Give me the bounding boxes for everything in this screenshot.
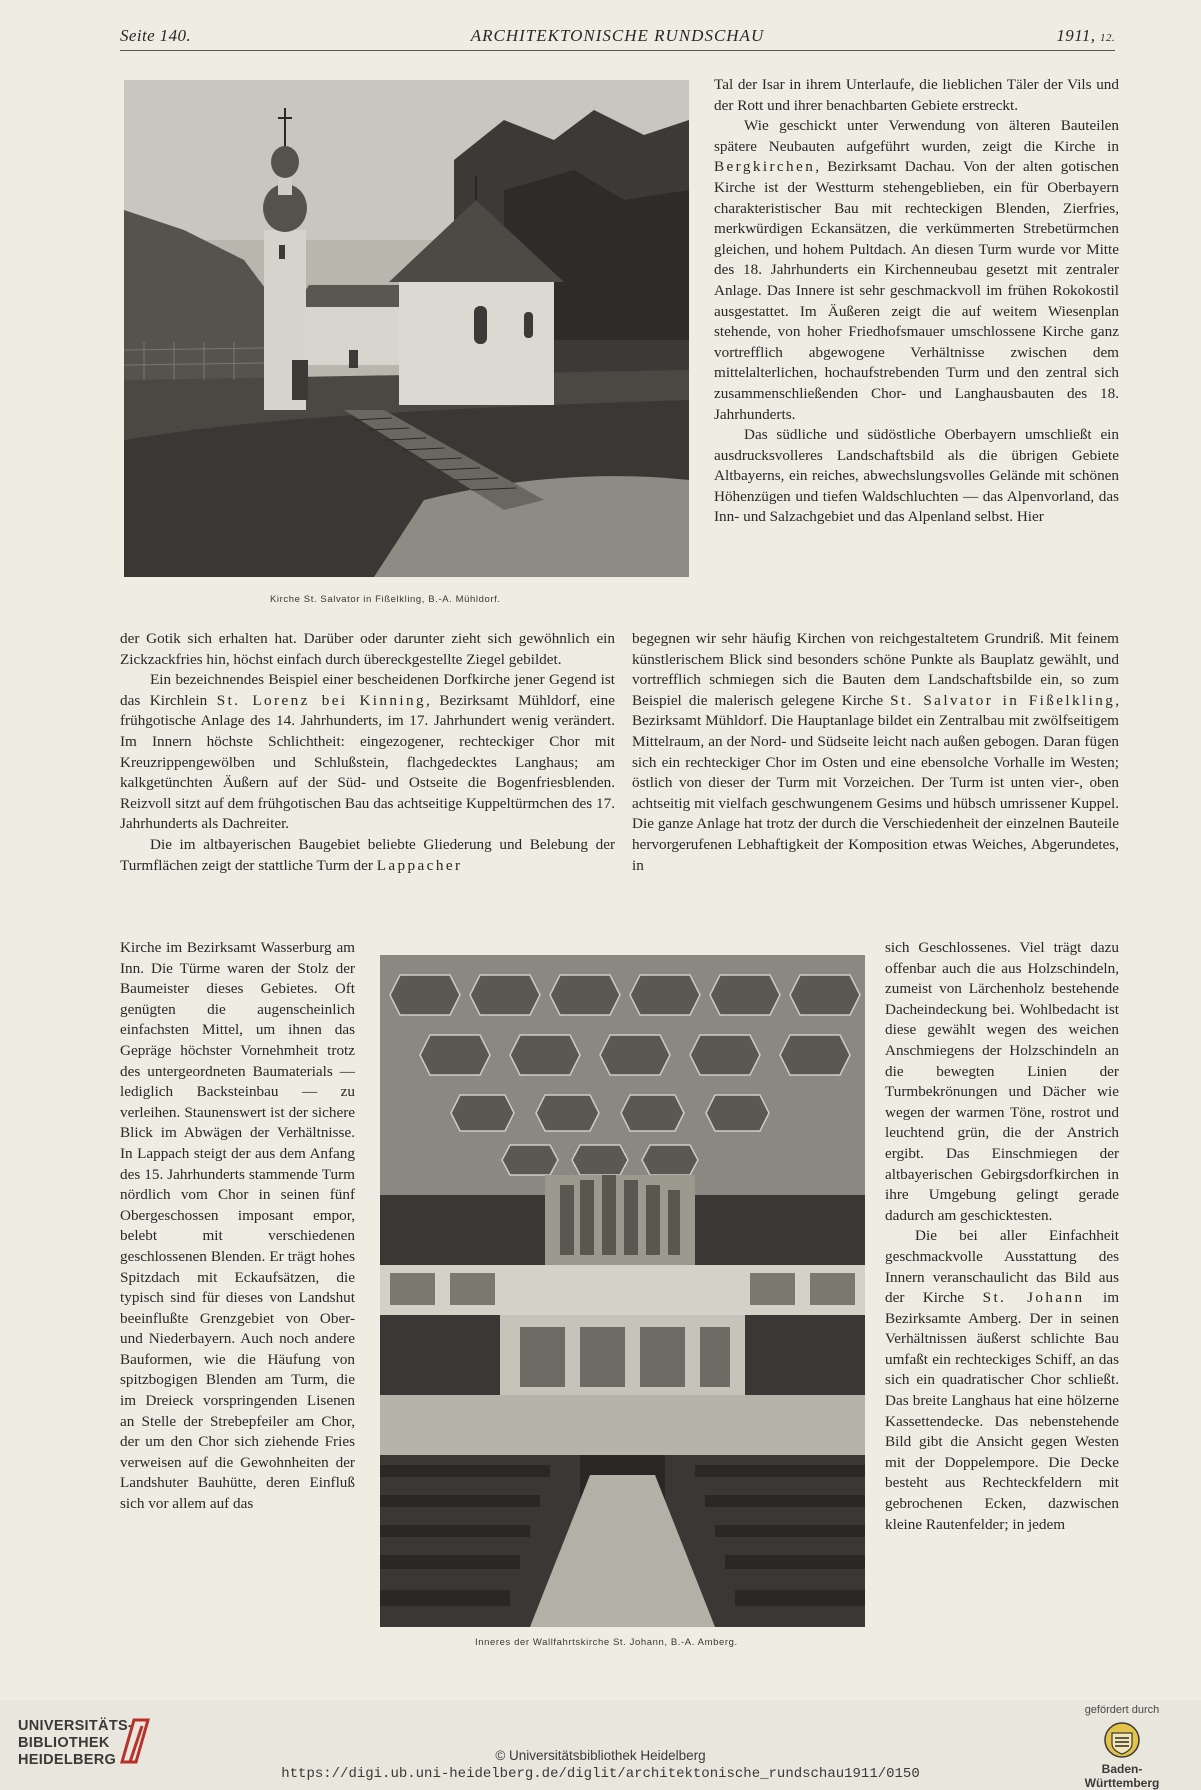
running-header — [120, 26, 1115, 52]
issue-number: 12. — [1100, 32, 1115, 44]
issue-year — [1056, 26, 1115, 46]
left-column-bottom-text — [120, 938, 355, 1515]
library-name-line2: BIBLIOTHEK — [18, 1735, 110, 1751]
library-name-line1: UNIVERSITÄTS- — [18, 1718, 134, 1734]
paragraph: Kirche im Bezirksamt Wasserburg am Inn. Die Türme waren der Stolz der Baumeister dieses Gebietes. Oft genügten die augenscheinlich einfachsten Mittel, um ihnen das Gepräge höchster Vornehmheit trotz des untergeordneten Baumaterials — lediglich Backsteinbau — zu verleihen. Staunenswert ist der sichere Blick im Abwägen der Verhältnisse. In Lappach steigt der aus dem Anfang des 15. Jahrhunderts stammende Turm nördlich vom Chor in seinen fünf Obergeschossen imposant empor, belebt mit verschiedenen geschlossenen Blenden. Er trägt hohes Spitzdach mit Eckaufsätzen, die typisch sind für dieses von Landshut beeinflußte Grenzgebiet von Ober- und Niederbayern. Auch noch andere Bauformen, wie die Häufung von spitzbogigen Blenden am Turm, die im Dreieck vorspringenden Lisenen an Stelle der Strebepfeiler am Chor, der um den Chor sich ziehende Fries verweisen auf die Gewohnheiten der Landshuter Bauhütte, deren Einfluß sich vor allem auf das — [120, 939, 355, 1513]
text-run: , Bezirksamt Mühldorf, eine frühgotische Anlage des 14. Jahrhunderts, im 17. Jahrhundert wenig verändert. Im Innern höchste Schlichtheit: eingezogener, rechteckiger Chor mit Kreuzrippengewölben und Schlußstein, flachgedecktes Langhaus; am kalkgetünchten Äußern auf der Süd- und Ostseite die Bogenfriesblenden. Reizvoll sitzt auf dem frühgotischen Bau das achtseitige Kuppeltürmchen des 17. Jahrhunderts als Dachreiter. — [120, 691, 615, 833]
place-name: Bergkirchen — [714, 158, 816, 176]
right-column-mid-text — [632, 629, 1119, 876]
text-run: , Bezirksamt Mühldorf. Die Hauptanlage bildet ein Zentralbau mit zwölfseitigem Mittelraum, an der Nord- und Südseite leicht nach außen gebogen. Daran fügen sich ein rechteckiger Chor im Osten und eine ebensolche Vorhalle im Westen; östlich von dieser der Turm mit Vorzeichen. Der Turm ist unten vier-, oben achtseitig mit vielfach geschwungenem Gesims und hübsch umrissener Kuppel. Die ganze Anlage hat trotz der durch die Verschiedenheit der einzelnen Bauteile hervorgerufenen Lebhaftigkeit der Komposition etwas Weiches, Abgerundetes, in — [632, 691, 1120, 874]
left-column-mid-text — [120, 629, 615, 876]
permalink-url[interactable]: https://digi.ub.uni-heidelberg.de/diglit/architektonische_rundschau1911/0150 — [281, 1766, 920, 1782]
exterior-caption: Kirche St. Salvator in Fißelkling, B.-A. Mühldorf. — [270, 594, 501, 605]
paragraph: Das südliche und südöstliche Oberbayern umschließt ein ausdrucksvolleres Landschaftsbild als die übrigen Gebiete Altbayerns, ein reiches, abwechslungsvolles Gelände mit schönen Höhenzügen und tiefen Waldschluchten — das Alpenvorland, das Inn- und Salzachgebiet und das Alpenland selbst. Hier — [714, 426, 1119, 526]
header-rule — [120, 50, 1115, 51]
funding-credit — [1067, 1704, 1177, 1790]
text-run: Ein bezeichnendes Beispiel einer bescheidenen Dorfkirche jener Gegend ist das Kirchlein — [120, 671, 615, 709]
paragraph — [714, 116, 1119, 425]
copyright-notice: © Universitätsbibliothek Heidelberg — [495, 1748, 706, 1763]
interior-caption: Inneres der Wallfahrtskirche St. Johann, B.-A. Amberg. — [475, 1637, 738, 1648]
issue-year-main: 1911, — [1056, 26, 1096, 45]
paragraph — [885, 1226, 1119, 1535]
church-exterior-photo — [124, 80, 689, 577]
journal-title: ARCHITEKTONISCHE RUNDSCHAU — [470, 26, 765, 45]
paragraph: Tal der Isar in ihrem Unterlaufe, die lieblichen Täler der Vils und der Rott und ihrer benachbarten Gebiete erstreckt. — [714, 76, 1119, 114]
place-name: St. Johann — [982, 1289, 1085, 1307]
paragraph — [120, 835, 615, 876]
text-run: im Bezirksamte Amberg. Der in seinen Verhältnissen äußerst schlichte Bau umfaßt ein rechteckiges Schiff, an das sich ein quadratischer Chor schließt. Das breite Langhaus hat eine hölzerne Kassettendecke. Das nebenstehende Bild gibt die Ansicht gegen Westen mit der Doppelempore. Die Decke besteht aus Rechteckfeldern mit gebrochenen Ecken, dazwischen kleine Rautenfelder; in jedem — [885, 1289, 1120, 1533]
paragraph — [120, 670, 615, 835]
paragraph — [632, 629, 1119, 876]
place-name: St. Lorenz bei Kinning — [216, 691, 427, 709]
place-name: St. Salvator in Fißelkling — [890, 691, 1116, 709]
digitization-footer — [0, 1700, 1201, 1790]
text-run: , Bezirksamt Dachau. Von der alten gotischen Kirche ist der Westturm stehengeblieben, ein für Oberbayern charakteristischer Bau mit rechteckigen Blenden, Zierfries, merkwürdigen Eckansätzen, die verkümmerten Strebetürmchen gleichen, und hohem Pultdach. An diesen Turm wurde vor Mitte des 18. Jahrhunderts ein Kirchenneubau gesetzt mit zentraler Anlage. Das Innere ist sehr geschmackvoll im frühen Rokokostil ausgestattet. Im Äußeren zeigt die auf weitem Wiesenplan stehende, von hoher Friedhofsmauer umschlossene Kirche ganz vortrefflich abgewogene Verhältnisse zwischen dem mittelalterlichen, hochaufstrebenden Turm und den zentral sich zusammenschließenden Chor- und Langhausbauten des 18. Jahrhunderts. — [714, 158, 1119, 423]
text-run: Wie geschickt unter Verwendung von älteren Bauteilen spätere Neubauten aufgeführt wurden, zeigt die Kirche in — [714, 117, 1119, 155]
church-exterior-drawing — [124, 80, 689, 577]
page-number: Seite 140. — [120, 26, 192, 45]
state-coat-of-arms-icon — [1102, 1720, 1142, 1760]
text-run: Die bei aller Einfachheit geschmackvolle Ausstattung des Innern veranschaulicht das Bild aus der Kirche — [885, 1227, 1119, 1307]
text-run: Die im altbayerischen Baugebiet beliebte Gliederung und Belebung der Turmflächen zeigt der stattliche Turm der — [120, 835, 615, 874]
paragraph: sich Geschlossenes. Viel trägt dazu offenbar auch die aus Holzschindeln, zumeist von Lärchenholz bestehende Dacheindeckung bei. Wohlbedacht ist diese gewählt wegen des weichen Anschmiegens der Holzschindeln an die bewegten Linien der Turmbekrönungen und Dächer wie wegen der warmen Töne, rostrot und leuchtend grün, die der Anstrich ergibt. Das Einschmiegen der altbayerischen Gebirgsdorfkirchen in ihre Umgebung gelingt gerade dadurch am geschicktesten. — [885, 939, 1119, 1224]
right-column-bottom-text — [885, 938, 1119, 1535]
right-column-top-text — [714, 75, 1119, 528]
funded-by-label: gefördert durch — [1084, 1704, 1160, 1716]
church-interior-drawing — [380, 955, 865, 1627]
church-interior-photo — [380, 955, 865, 1627]
paragraph: der Gotik sich erhalten hat. Darüber oder darunter zieht sich gewöhnlich ein Zickzackfries hin, höchst einfach durch übereckgestellte Ziegel gebildet. — [120, 630, 615, 668]
library-name-line3: HEIDELBERG — [18, 1752, 117, 1768]
state-name: Baden-Württemberg — [1084, 1762, 1160, 1790]
place-name: Lappacher — [376, 856, 463, 874]
text-run: begegnen wir sehr häufig Kirchen von reichgestaltetem Grundriß. Mit feinem künstlerischem Blick sind besonders schöne Punkte als Bauplatz gewählt, und vortrefflich schmiegen sich die Bauten dem Landschaftsbilde ein, so zum Beispiel die malerisch gelegene Kirche — [632, 630, 1119, 709]
